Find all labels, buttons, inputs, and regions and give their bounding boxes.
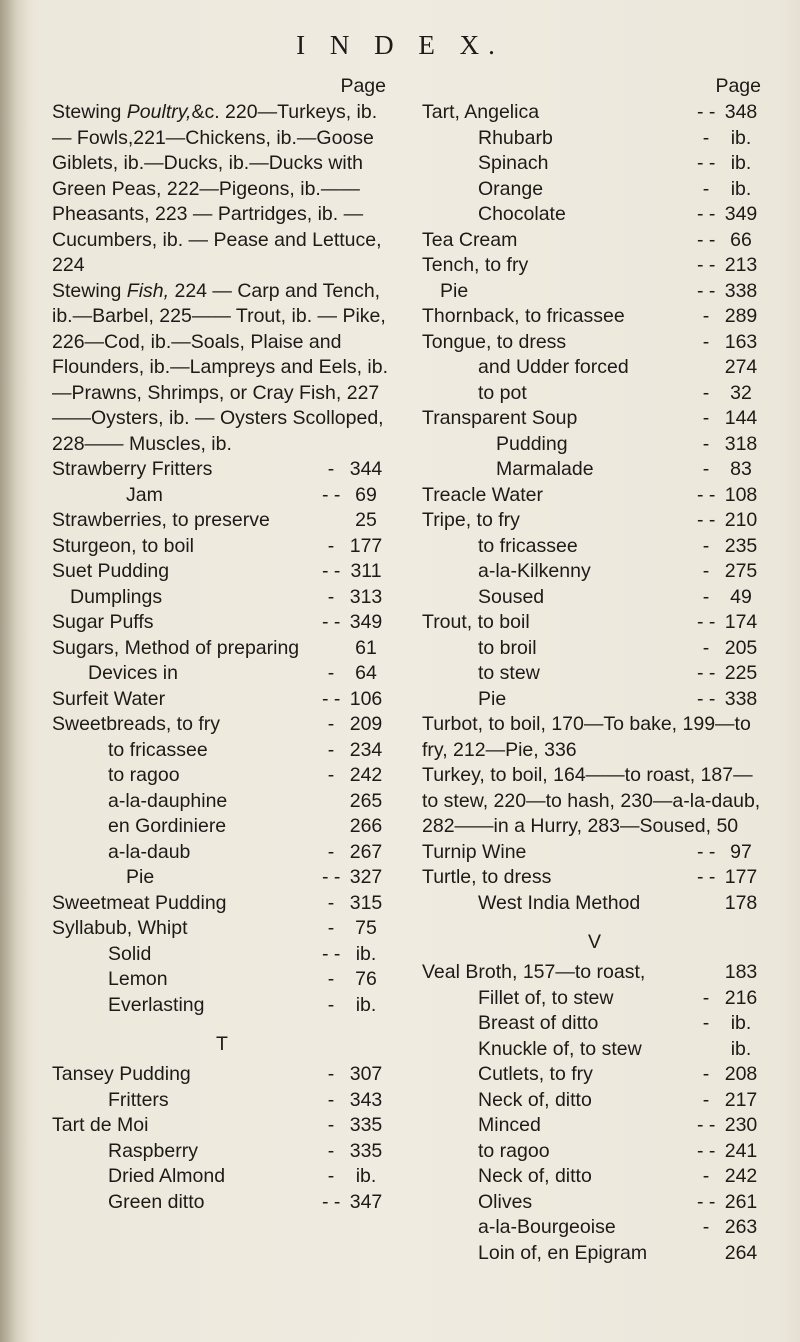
entry-page: 217	[724, 1088, 758, 1111]
stewing-fish-label: Stewing	[52, 279, 122, 302]
index-entry	[422, 986, 767, 1012]
entry-leader: -	[327, 1063, 335, 1085]
turbot-entry: Turbot, to boil, 170—To bake, 199—to fry, 212—Pie, 336	[422, 713, 751, 761]
index-entry	[422, 1215, 767, 1241]
index-entry	[422, 1037, 767, 1063]
entry-term: Sugars, Method of preparing	[52, 636, 300, 659]
entry-leader: - -	[697, 1139, 716, 1162]
entry-page: 327	[349, 866, 383, 888]
entry-leader: -	[702, 1216, 710, 1238]
index-entry	[52, 610, 392, 636]
entry-page: ib.	[355, 1165, 377, 1187]
v-index-list	[422, 986, 767, 1267]
entry-leader: -	[327, 738, 335, 761]
index-entry	[422, 355, 767, 381]
entry-leader: -	[702, 126, 710, 149]
entry-page: 144	[724, 407, 758, 429]
entry-term: Everlasting	[108, 993, 205, 1016]
index-entry	[422, 126, 767, 152]
entry-leader: -	[702, 381, 710, 404]
entry-term: to stew	[478, 662, 540, 684]
index-entry	[422, 865, 767, 891]
entry-page: ib.	[730, 177, 752, 200]
index-entry	[52, 559, 392, 585]
entry-page: 97	[730, 840, 752, 863]
index-entry	[422, 100, 767, 126]
entry-term: Thornback, to fricassee	[422, 305, 625, 327]
entry-term: to ragoo	[478, 1139, 550, 1162]
index-entry	[422, 534, 767, 560]
entry-page: 267	[349, 840, 383, 863]
entry-page: 348	[724, 101, 758, 123]
entry-page: 209	[349, 713, 383, 735]
entry-term: Breast of ditto	[478, 1012, 599, 1034]
index-entry	[52, 534, 392, 560]
entry-page: 83	[730, 458, 752, 480]
entry-leader: - -	[697, 152, 716, 174]
index-entry	[52, 1088, 392, 1114]
entry-term: Minced	[478, 1114, 541, 1136]
turkey-entry: Turkey, to boil, 164——to roast, 187—to stew, 220—to hash, 230—a-la-daub, 282——in a Hurry, 283—Soused, 50	[422, 764, 761, 837]
entry-term: Pie	[440, 279, 469, 302]
left-page-header: Page	[340, 75, 386, 97]
entry-term: to fricassee	[478, 534, 578, 557]
index-entry	[422, 661, 767, 687]
entry-page: 338	[724, 687, 758, 710]
entry-page: 183	[724, 961, 758, 983]
entry-term: Orange	[478, 177, 544, 200]
index-entry	[52, 942, 392, 968]
index-entry	[422, 585, 767, 611]
entry-leader: -	[327, 891, 335, 914]
index-entry	[422, 432, 767, 458]
entry-leader: -	[327, 1139, 335, 1162]
entry-term: Strawberries, to preserve	[52, 509, 270, 531]
entry-leader: -	[702, 986, 710, 1009]
entry-term: Neck of, ditto	[478, 1088, 592, 1111]
entry-leader: -	[702, 1063, 710, 1085]
entry-leader: - -	[322, 611, 341, 633]
entry-term: Neck of, ditto	[478, 1165, 592, 1187]
t-index-list	[52, 1062, 392, 1215]
entry-term: Green ditto	[108, 1190, 205, 1213]
index-entry	[422, 304, 767, 330]
entry-leader: - -	[697, 662, 716, 684]
entry-leader: -	[702, 560, 710, 582]
right-column	[422, 74, 767, 1266]
entry-leader: -	[702, 330, 710, 353]
stewing-poultry-label: Stewing	[52, 101, 122, 123]
entry-leader: -	[702, 177, 710, 200]
entry-leader: -	[702, 585, 710, 608]
entry-page: 344	[349, 458, 383, 480]
entry-leader: - -	[697, 279, 716, 302]
right-index-list-2	[422, 840, 767, 917]
index-entry	[52, 636, 392, 662]
entry-term: Tart, Angelica	[422, 101, 540, 123]
entry-term: to fricassee	[108, 738, 208, 761]
entry-page: 234	[349, 738, 383, 761]
stewing-fish-entry	[52, 279, 392, 458]
entry-term: Solid	[108, 942, 152, 965]
index-entry	[52, 891, 392, 917]
entry-page: 289	[724, 305, 758, 327]
index-entry	[422, 1241, 767, 1267]
stewing-fish-italic: Fish,	[126, 279, 170, 302]
entry-page: 75	[355, 917, 377, 939]
entry-leader: - -	[322, 560, 341, 582]
entry-term: Tea Cream	[422, 228, 518, 251]
entry-term: Cutlets, to fry	[478, 1063, 593, 1085]
entry-term: Lemon	[108, 968, 168, 990]
index-entry	[422, 202, 767, 228]
entry-leader: -	[702, 1165, 710, 1187]
entry-leader: - -	[322, 866, 341, 888]
entry-leader: -	[327, 1114, 335, 1136]
entry-term: Treacle Water	[422, 483, 543, 506]
entry-term: Turnip Wine	[422, 840, 527, 863]
index-entry	[422, 483, 767, 509]
index-entry	[422, 279, 767, 305]
entry-term: en Gordiniere	[108, 815, 227, 837]
entry-term: Dried Almond	[108, 1165, 226, 1187]
entry-page: 274	[724, 356, 758, 378]
entry-leader: - -	[697, 509, 716, 531]
entry-term: Spinach	[478, 152, 549, 174]
entry-term: a-la-Bourgeoise	[478, 1216, 616, 1238]
entry-page: 315	[349, 891, 383, 914]
entry-page: 174	[724, 611, 758, 633]
index-entry	[52, 1139, 392, 1165]
entry-term: Surfeit Water	[52, 687, 166, 710]
index-entry	[52, 763, 392, 789]
index-entry	[52, 865, 392, 891]
entry-term: Rhubarb	[478, 126, 553, 149]
entry-page: 205	[724, 636, 758, 659]
entry-leader: -	[702, 636, 710, 659]
index-entry	[52, 1062, 392, 1088]
entry-term: and Udder forced	[478, 356, 629, 378]
index-entry	[422, 406, 767, 432]
entry-term: Fillet of, to stew	[478, 986, 614, 1009]
entry-leader: -	[702, 1012, 710, 1034]
entry-leader: - -	[697, 254, 716, 276]
entry-term: Jam	[126, 483, 163, 506]
index-entry	[422, 151, 767, 177]
entry-term: Suet Pudding	[52, 560, 170, 582]
entry-page: 235	[724, 534, 758, 557]
entry-leader: - -	[322, 687, 341, 710]
left-index-list	[52, 457, 392, 1018]
entry-term: West India Method	[478, 891, 641, 914]
index-entry	[422, 330, 767, 356]
entry-term: Tripe, to fry	[422, 509, 520, 531]
right-index-list	[422, 100, 767, 712]
entry-page: 347	[349, 1190, 383, 1213]
entry-leader: - -	[697, 840, 716, 863]
entry-leader: - -	[697, 1114, 716, 1136]
entry-term: Turtle, to dress	[422, 866, 552, 888]
entry-page: 225	[724, 662, 758, 684]
entry-term: Tansey Pudding	[52, 1063, 191, 1085]
entry-leader: - -	[322, 483, 341, 506]
entry-term: Pie	[478, 687, 507, 710]
entry-term: Pie	[126, 866, 155, 888]
entry-term: Sweetbreads, to fry	[52, 713, 220, 735]
index-entry	[422, 228, 767, 254]
entry-page: 76	[355, 968, 377, 990]
entry-term: Marmalade	[496, 458, 594, 480]
entry-term: Raspberry	[108, 1139, 198, 1162]
entry-page: 230	[724, 1114, 758, 1136]
entry-leader: -	[702, 458, 710, 480]
entry-term: Transparent Soup	[422, 407, 578, 429]
entry-leader: -	[327, 764, 335, 786]
entry-page: 335	[349, 1139, 383, 1162]
entry-page: 216	[724, 986, 758, 1009]
entry-leader: -	[327, 713, 335, 735]
entry-leader: -	[327, 968, 335, 990]
entry-page: 265	[349, 789, 383, 812]
entry-leader: - -	[697, 687, 716, 710]
entry-leader: -	[327, 1088, 335, 1111]
entry-term: Olives	[478, 1190, 533, 1213]
entry-leader: - -	[322, 942, 341, 965]
entry-leader: -	[327, 458, 335, 480]
right-page-header: Page	[715, 75, 761, 97]
index-entry	[422, 1139, 767, 1165]
index-entry	[422, 891, 767, 917]
entry-page: 108	[724, 483, 758, 506]
index-entry	[422, 687, 767, 713]
entry-page: 177	[349, 534, 383, 557]
page-gutter-shadow	[0, 0, 30, 1342]
entry-leader: -	[327, 840, 335, 863]
entry-page: 49	[730, 585, 752, 608]
entry-page: ib.	[355, 942, 377, 965]
entry-page: 241	[724, 1139, 758, 1162]
entry-page: 275	[724, 560, 758, 582]
entry-term: Trout, to boil	[422, 611, 530, 633]
entry-leader: - -	[697, 483, 716, 506]
index-title: I N D E X.	[296, 30, 504, 60]
entry-page: 307	[349, 1063, 383, 1085]
entry-page: ib.	[355, 993, 377, 1016]
entry-page: 313	[349, 585, 383, 608]
entry-term: Devices in	[88, 662, 178, 684]
index-entry	[52, 687, 392, 713]
entry-term: Fritters	[108, 1088, 169, 1111]
entry-leader: -	[702, 534, 710, 557]
entry-page: 242	[349, 764, 383, 786]
entry-term: Pudding	[496, 432, 568, 455]
index-entry	[422, 559, 767, 585]
index-entry	[52, 840, 392, 866]
index-entry	[422, 508, 767, 534]
entry-term: to pot	[478, 381, 527, 404]
entry-page: 208	[724, 1063, 758, 1085]
index-entry	[422, 610, 767, 636]
entry-leader: - -	[697, 1190, 716, 1213]
entry-leader: -	[327, 993, 335, 1016]
index-entry	[422, 1113, 767, 1139]
entry-leader: -	[702, 305, 710, 327]
entry-term: Veal Broth, 157—to roast,	[422, 961, 646, 983]
index-entry	[422, 1088, 767, 1114]
index-entry	[422, 1190, 767, 1216]
entry-term: Sweetmeat Pudding	[52, 891, 227, 914]
entry-leader: - -	[697, 228, 716, 251]
index-entry	[52, 1190, 392, 1216]
index-entry-veal-broth	[422, 960, 767, 986]
index-entry	[52, 1113, 392, 1139]
stewing-poultry-italic: Poultry,	[126, 101, 192, 123]
entry-leader: -	[327, 917, 335, 939]
entry-page: 69	[355, 483, 377, 506]
stewing-poultry-entry	[52, 100, 392, 279]
entry-page: ib.	[730, 1037, 752, 1060]
index-entry	[52, 738, 392, 764]
entry-leader: -	[327, 534, 335, 557]
entry-page: 178	[724, 891, 758, 914]
entry-page: 163	[724, 330, 758, 353]
entry-page: 349	[349, 611, 383, 633]
entry-term: Knuckle of, to stew	[478, 1037, 642, 1060]
entry-page: 335	[349, 1114, 383, 1136]
entry-leader: -	[327, 1165, 335, 1187]
index-entry	[422, 1062, 767, 1088]
letter-heading-v: V	[587, 931, 601, 953]
entry-term: a-la-dauphine	[108, 789, 228, 812]
entry-term: to ragoo	[108, 764, 180, 786]
entry-leader: - -	[697, 866, 716, 888]
entry-page: 264	[724, 1241, 758, 1264]
entry-page: 318	[724, 432, 758, 455]
entry-term: a-la-daub	[108, 840, 191, 863]
index-entry	[422, 457, 767, 483]
entry-page: 66	[730, 228, 752, 251]
index-entry	[422, 1164, 767, 1190]
left-column	[52, 74, 392, 1215]
entry-term: Tench, to fry	[422, 254, 529, 276]
entry-page: 349	[724, 203, 758, 225]
entry-page: 106	[349, 687, 383, 710]
entry-leader: -	[327, 585, 335, 608]
entry-page: 311	[350, 560, 382, 582]
entry-page: 25	[355, 509, 377, 531]
entry-page: ib.	[730, 126, 752, 149]
entry-term: Sugar Puffs	[52, 611, 154, 633]
index-entry	[422, 253, 767, 279]
index-entry	[52, 661, 392, 687]
entry-leader: - -	[697, 203, 716, 225]
entry-page: 266	[349, 815, 383, 837]
index-entry	[422, 636, 767, 662]
index-entry	[52, 993, 392, 1019]
entry-page: ib.	[730, 152, 752, 174]
entry-page: 343	[349, 1088, 383, 1111]
entry-term: Soused	[478, 585, 545, 608]
letter-heading-t: T	[216, 1033, 228, 1055]
entry-page: 261	[724, 1190, 758, 1213]
entry-page: 213	[724, 254, 758, 276]
index-entry	[422, 177, 767, 203]
index-entry	[422, 840, 767, 866]
entry-page: 61	[355, 636, 377, 659]
entry-leader: - -	[697, 101, 716, 123]
entry-term: Tongue, to dress	[422, 330, 567, 353]
entry-term: Loin of, en Epigram	[478, 1241, 648, 1264]
entry-leader: -	[327, 662, 335, 684]
index-entry	[52, 1164, 392, 1190]
index-entry	[52, 585, 392, 611]
index-entry	[52, 814, 392, 840]
index-entry	[52, 916, 392, 942]
entry-leader: -	[702, 407, 710, 429]
entry-term: Sturgeon, to boil	[52, 534, 195, 557]
entry-page: 177	[724, 866, 758, 888]
entry-page: 338	[724, 279, 758, 302]
index-entry	[52, 712, 392, 738]
entry-term: Tart de Moi	[52, 1114, 149, 1136]
entry-term: Dumplings	[70, 585, 163, 608]
entry-page: ib.	[730, 1012, 752, 1034]
index-entry	[52, 967, 392, 993]
entry-term: a-la-Kilkenny	[478, 560, 591, 582]
entry-term: Strawberry Fritters	[52, 458, 213, 480]
stewing-fish-text: 224 — Carp and Tench, ib.—Barbel, 225—— Trout, ib. — Pike, 226—Cod, ib.—Soals, Plaise and Flounders, ib.—Lampreys and Eels, ib.—Prawns, Shrimps, or Cray Fish, 227——Oysters, ib. — Oysters Scolloped, 228—— Muscles, ib.	[52, 279, 388, 455]
entry-page: 32	[730, 381, 752, 404]
entry-leader: - -	[322, 1190, 341, 1213]
index-entry	[52, 483, 392, 509]
entry-term: to broil	[478, 636, 537, 659]
index-entry	[52, 457, 392, 483]
stewing-poultry-text: &c. 220—Turkeys, ib.— Fowls,221—Chickens, ib.—Goose Giblets, ib.—Ducks, ib.—Ducks with Green Peas, 222—Pigeons, ib.——Pheasants, 223 — Partridges, ib. — Cucumbers, ib. — Pease and Lettuce, 224	[52, 101, 382, 276]
index-entry	[52, 508, 392, 534]
index-entry	[422, 1011, 767, 1037]
entry-leader: -	[702, 432, 710, 455]
index-entry	[52, 789, 392, 815]
entry-leader: - -	[697, 611, 716, 633]
entry-term: Syllabub, Whipt	[52, 917, 188, 939]
entry-term: Chocolate	[478, 203, 566, 225]
index-entry	[422, 381, 767, 407]
entry-page: 242	[724, 1165, 758, 1187]
entry-page: 210	[724, 509, 758, 531]
entry-leader: -	[702, 1088, 710, 1111]
entry-page: 64	[355, 662, 377, 684]
entry-page: 263	[724, 1216, 758, 1238]
